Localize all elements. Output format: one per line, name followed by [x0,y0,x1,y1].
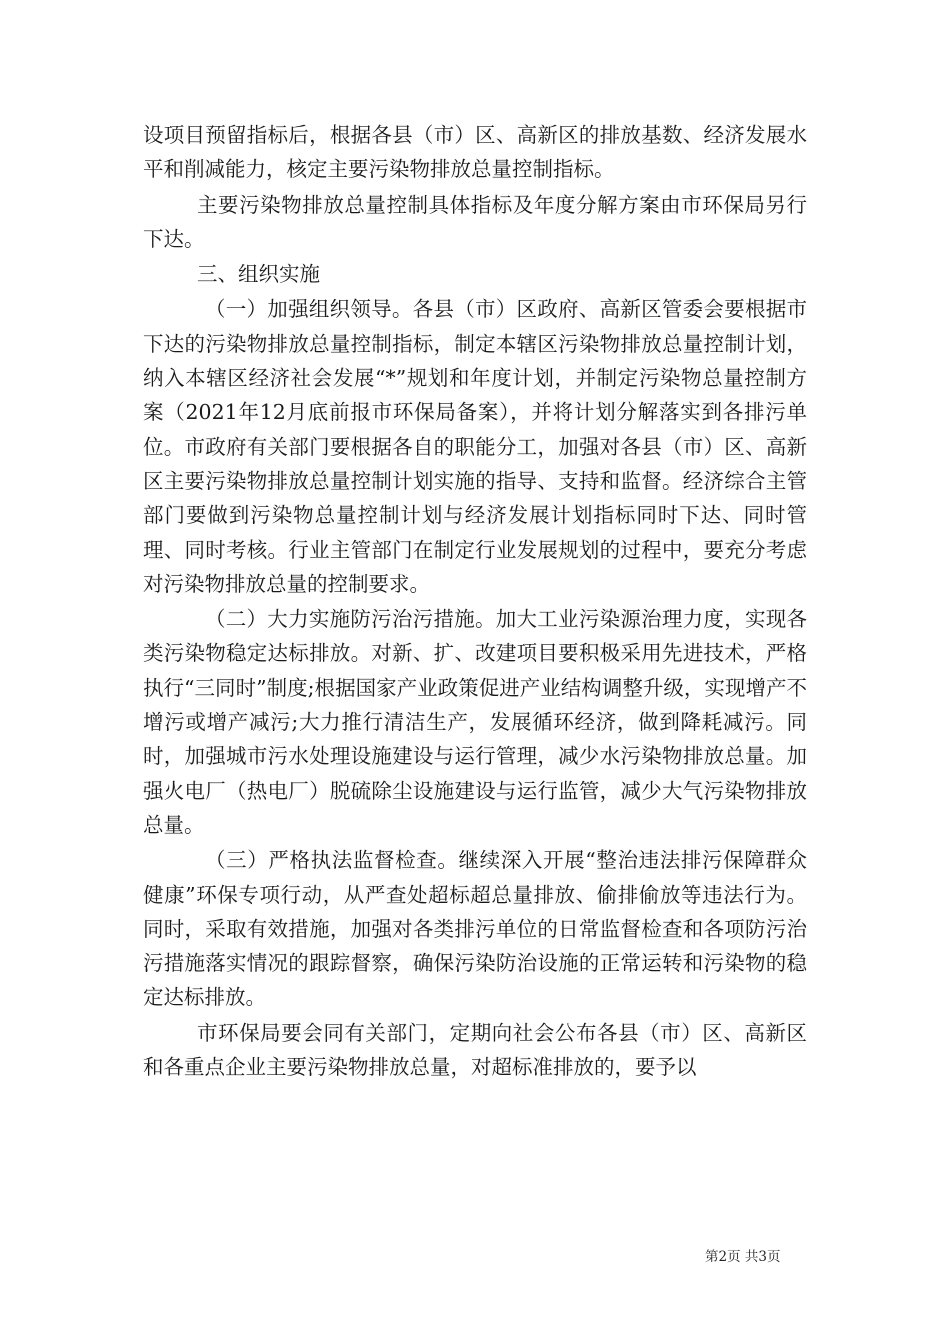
page-number-footer: 第2页 共3页 [705,1249,781,1265]
paragraph-enforcement: （三）严格执法监督检查。继续深入开展“整治违法排污保障群众健康”环保专项行动，从严查处超标超总量排放、偷排偷放等违法行为。同时，采取有效措施，加强对各类排污单位的日常监督检查和各项防污治污措施落实情况的跟踪督察，确保污染防治设施的正常运转和污染物的稳定达标排放。 [143,848,807,1010]
paragraph-continuation: 设项目预留指标后，根据各县（市）区、高新区的排放基数、经济发展水平和削减能力，核定主要污染物排放总量控制指标。 [143,123,807,182]
paragraph-leadership: （一）加强组织领导。各县（市）区政府、高新区管委会要根据市下达的污染物排放总量控制指标，制定本辖区污染物排放总量控制计划，纳入本辖区经济社会发展“*”规划和年度计划，并制定污染物总量控制方案（2021年12月底前报市环保局备案），并将计划分解落实到各排污单位。市政府有关部门要根据各自的职能分工，加强对各县（市）区、高新区主要污染物排放总量控制计划实施的指导、支持和监督。经济综合主管部门要做到污染物总量控制计划与经济发展计划指标同时下达、同时管理、同时考核。行业主管部门在制定行业发展规划的过程中，要充分考虑对污染物排放总量的控制要求。 [143,297,807,596]
paragraph-pollution-measures: （二）大力实施防污治污措施。加大工业污染源治理力度，实现各类污染物稳定达标排放。对新、扩、改建项目要积极采用先进技术，严格执行“三同时”制度;根据国家产业政策促进产业结构调整升级，实现增产不增污或增产减污;大力推行清洁生产，发展循环经济，做到降耗减污。同时，加强城市污水处理设施建设与运行管理，减少水污染物排放总量。加强火电厂（热电厂）脱硫除尘设施建设与运行监管，减少大气污染物排放总量。 [143,607,807,837]
paragraph-indicator-issuance: 主要污染物排放总量控制具体指标及年度分解方案由市环保局另行下达。 [143,192,807,251]
paragraph-public-disclosure: 市环保局要会同有关部门，定期向社会公布各县（市）区、高新区和各重点企业主要污染物排放总量，对超标准排放的，要予以 [143,1020,807,1080]
section-heading-implementation: 三、组织实施 [197,262,320,287]
document-body [143,118,807,1084]
